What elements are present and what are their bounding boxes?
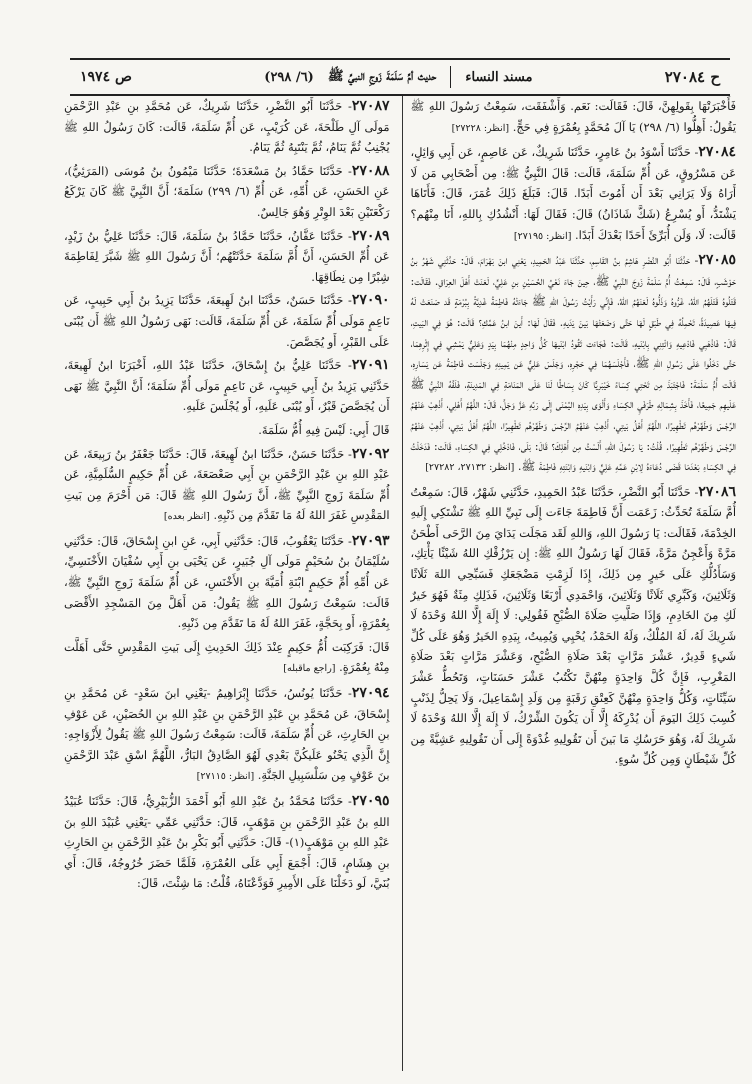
hadith-number: ٢٧٠٨٨ bbox=[351, 162, 390, 179]
hadith-number: ٢٧٠٨٦ bbox=[698, 483, 736, 500]
left-column bbox=[64, 96, 392, 1071]
cross-reference: [راجع ماقبله] bbox=[283, 663, 336, 675]
hadith-text: - حَدَّثَنَا مُحَمَّدُ بنُ عَبْدِ اللهِ أَبُو أَحْمَدَ الزُّبَيْرِيُّ، قَالَ: حَدَّثَنَا عُبَيْدُ اللهِ بنُ عَبْدِ الرَّحْمَنِ بنِ مَوْهَبٍ، قَالَ: حَدَّثَنِي عَمِّي -يَعْنِي عُبَيْدَ اللهِ بنَ عَبْدِ اللهِ بنِ مَوْهَبٍ(١)- قَالَ: حَدَّثَنِي أَبُو بَكْرِ بنُ عَبْدِ الرَّحْمَنِ بنِ الحَارِثِ بنِ هِشَامٍ، قَالَ: أَجْمَعَ أَبِي عَلَى العُمْرَةِ، فَلَمَّا حَضَرَ خُرُوجُهُ، قَالَ: أَي بُنَيَّ، لَو دَخَلْنَا عَلَى الأَمِيرِ فَوَدَّعْنَاهُ، قُلْتُ: مَا شِئْتَ، قَالَ: bbox=[64, 794, 390, 891]
hadith-entry bbox=[411, 250, 737, 479]
musnad-title: مسند النساء bbox=[465, 69, 533, 85]
hadith-entry bbox=[411, 142, 737, 247]
hadith-number: ٢٧٠٩٠ bbox=[351, 292, 390, 309]
hadith-entry bbox=[64, 290, 390, 352]
right-column bbox=[402, 96, 737, 1071]
hadith-text: فَأَخْبَرَتْهَا بِقَولِهِنَّ، قَالَ: فَقَالَت: نَعَم. وَأَشْفَقَت، سَمِعْتُ رَسُولَ اللهِ ﷺ يَقُولُ: أَهِلُّوا (٦/ ٢٩٨) يَا آلَ مُحَمَّدٍ بِعُمْرَةٍ فِي حَجٍّ. bbox=[410, 99, 736, 134]
hadith-entry bbox=[64, 96, 390, 158]
hadith-code: ح ٢٧٠٨٤ bbox=[664, 68, 720, 86]
text-columns bbox=[64, 96, 736, 1071]
hadith-entry bbox=[64, 355, 390, 417]
narrator-note bbox=[64, 420, 390, 441]
hadith-text: - حَدَّثَنَا يُونُسُ، حَدَّثَنَا إِبْرَاهِيمُ -يَعْنِي ابنَ سَعْدٍ- عَن مُحَمَّدِ بنِ إِسْحَاقَ، عَن مُحَمَّدِ بنِ عَبْدِ الرَّحْمَنِ بنِ عَبْدِ اللهِ بنِ الحُصَيْنِ، عَن عَوْفِ بنِ الحَارِثِ، عَن أُمِّ سَلَمَةَ، قَالَت: سَمِعْتُ رَسُولَ اللهِ ﷺ يَقُولُ لِأَزْوَاجِهِ: إِنَّ الَّذِي يَحْنُو عَلَيكُنَّ بَعْدِي لَهُوَ الصَّادِقُ البَارُّ، اللَّهُمَّ اسْقِ عَبْدَ الرَّحْمَنِ بنَ عَوْفٍ مِن سَلْسَبِيلِ الجَنَّةِ. bbox=[64, 686, 390, 783]
hadith-text: - حَدَّثَنَا حَمَّادُ بنُ مَسْعَدَةَ؛ حَدَّثَنَا مَيْمُونُ بنُ مُوسَى (المَرَئِيُّ)، عَنِ الحَسَنِ، عَن أُمِّهِ، عَن أُمِّ (٦/ ٢٩٩) سَلَمَةَ؛ أَنَّ النَّبِيَّ ﷺ كَانَ يَرْكَعُ رَكْعَتَيْنِ بَعْدَ الوِتْرِ وَهُوَ جَالِسٌ. bbox=[64, 163, 390, 219]
hadith-number: ٢٧٠٩٤ bbox=[351, 685, 390, 702]
hadith-number: ٢٧٠٩٥ bbox=[351, 793, 390, 809]
hadith-number: ٢٧٠٩١ bbox=[351, 357, 390, 374]
cross-reference: [انظر: ٢٧٢٢٨] bbox=[451, 122, 510, 134]
narrator-note bbox=[64, 637, 390, 680]
hadith-text: - حَدَّثَنَا عَفَّانُ، حَدَّثَنَا حَمَّادُ بنُ سَلَمَةَ، قَالَ: حَدَّثَنَا عَلِيُّ بنُ زَيْدٍ، عَن أُمِّ الحَسَنِ، أَنَّ أُمَّ سَلَمَةَ حَدَّثَتْهُم؛ أَنَّ رَسُولَ اللهِ ﷺ شَبَّرَ لِفَاطِمَةَ شِبْرًا مِن نِطَاقِهَا. bbox=[64, 228, 390, 284]
hadith-entry bbox=[64, 683, 390, 788]
header-divider bbox=[450, 66, 451, 88]
hadith-number: ٢٧٠٨٩ bbox=[351, 227, 390, 244]
cross-reference: [انظر: ٢٧١١٥] bbox=[196, 771, 255, 783]
hadith-number: ٢٧٠٨٥ bbox=[698, 252, 736, 269]
hadith-text: قَالَ أَبِي: لَيْسَ فِيهِ أُمُّ سَلَمَةَ. bbox=[258, 422, 390, 437]
cross-reference: [انظر: ٢٧١٩٥] bbox=[513, 230, 572, 242]
hadith-text: - حَدَّثَنَا أَبُو النَّضْرِ هَاشِمُ بنُ القَاسِمِ، حَدَّثَنَا عَبْدُ الحَمِيدِ، يَعْنِي ابنَ بَهْرَامَ، قَالَ: حَدَّثَنِي شَهْرُ بنُ حَوْشَبٍ، قَالَ: سَمِعْتُ أُمَّ سَلَمَةَ زَوجَ النَّبِيِّ ﷺ، حِينَ جَاءَ نَعْيُ الحُسَيْنِ بنِ عَلِيٍّ، لَعَنَتْ أَهْلَ العِرَاقِ. فَقَالَت: قَتَلُوهُ قَتَلَهُمُ اللهُ، غَرُّوهُ وَذَلُّوهُ لَعَنَهُمُ اللهُ، فَإِنِّي رَأَيْتُ رَسُولَ اللهِ ﷺ جَاءَتْهُ فَاطِمَةُ غَدِيَّةً بِبُرْمَةٍ قَد صَنَعَتْ لَهُ فِيهَا عَصِيدَةً، تَحْمِلُهُ فِي طَبَقٍ لَهَا حَتَّى وَضَعَتْهَا بَينَ يَدَيهِ. فَقَالَ لَهَا: أَينَ ابنُ عَمِّكِ؟ قَالَت: هُوَ فِي البَيتِ، قَالَ: فَاذْهَبِي فَادْعِيهِ وَائْتِنِي بِابْنَيهِ، قَالَت: فَجَاءَت تَقُودُ ابْنَيهَا كُلُّ وَاحِدٍ مِنْهُمَا بِيَدٍ وَعَلِيٌّ يَمْشِي فِي إِثْرِهِمَا، حَتَّى دَخَلُوا عَلَى رَسُولِ اللهِ ﷺ، فَأَجْلَسَهُمَا فِي حَجْرِهِ، وَجَلَسَ عَلِيٌّ عَن يَمِينِهِ وَجَلَسَت فَاطِمَةُ عَن يَسَارِهِ، قَالَت أُمُّ سَلَمَةَ: فَاجْتَبَذَ مِن تَحْتِي كِسَاءً خَيْبَرِيًّا كَانَ بِسَاطًا لَنَا عَلَى المَنَامَةِ فِي المَدِينَةِ، فَلَفَّهُ النَّبِيُّ ﷺ عَلَيهِم جَمِيعًا، فَأَخَذَ بِشِمَالِهِ طَرَفَيِ الكِسَاءِ وَأَلْوَى بِيَدِهِ اليُمْنَى إِلَى رَبِّهِ عَزَّ وَجَلَّ، قَالَ: اللَّهُمَّ أَهْلِي، أَذْهِبْ عَنْهُمُ الرِّجْسَ وَطَهِّرْهُم تَطْهِيرًا، اللَّهُمَّ أَهْلُ بَيتِي، أَذْهِبْ عَنْهُمُ الرِّجْسَ وَطَهِّرْهُم تَطْهِيرًا، اللَّهُمَّ أَهْلُ بَيتِي، أَذْهِبْ عَنْهُمُ الرِّجْسَ وَطَهِّرْهُم تَطْهِيرًا. قُلْتُ: يَا رَسُولَ اللهِ، أَلَسْتُ مِن أَهْلِكَ؟ قَالَ: بَلَى، فَادْخُلِي فِي الكِسَاءِ، قَالَت: فَدَخَلْتُ فِي الكِسَاءِ بَعْدَمَا قَضَى دُعَاءَهُ لِابْنِ عَمِّهِ عَلِيٍّ وَابْنَيهِ وَابْنَتِهِ فَاطِمَةَ ﷺ. bbox=[410, 253, 736, 474]
hadith-text: - حَدَّثَنَا حَسَنٌ، حَدَّثَنَا ابنُ لَهِيعَةَ، حَدَّثَنَا يَزِيدُ بنُ أَبِي حَبِيبٍ، عَن نَاعِمٍ مَولَى أُمِّ سَلَمَةَ، عَن أُمِّ سَلَمَةَ، قَالَت: نَهَى رَسُولُ اللهِ ﷺ أَن يُبْنَى عَلَى القَبْرِ، أَو يُجَصَّصَ. bbox=[64, 293, 390, 349]
hadith-text: - حَدَّثَنَا أَسْوَدُ بنُ عَامِرٍ، حَدَّثَنَا شَرِيكٌ، عَن عَاصِمٍ، عَن أَبِي وَائِلٍ، عَن مَسْرُوقٍ، عَن أُمِّ سَلَمَةَ، قَالَت: قَالَ النَّبِيُّ ﷺ: مِن أَصْحَابِي مَن لَا أَرَاهُ وَلَا يَرَانِي بَعْدَ أَن أَمُوتَ أَبَدًا. قَالَ: فَبَلَغَ ذَلِكَ عُمَرَ، قَالَ: فَأَتَاهَا يَشْتَدُّ، أَو يُسْرِعُ (شَكَّ شَاذَانُ) قَالَ: فَقَالَ لَهَا: أَنْشُدُكِ بِاللهِ، أَنَا مِنْهُم؟ قَالَت: لَا، وَلَن أُبَرِّئَ أَحَدًا بَعْدَكَ أَبَدًا. bbox=[410, 145, 736, 242]
page-header bbox=[70, 58, 730, 96]
cross-reference: [انظر بعده] bbox=[163, 511, 210, 523]
hadith-entry bbox=[64, 791, 390, 894]
hadith-entry bbox=[64, 226, 390, 288]
hadith-text: - حَدَّثَنَا عَلِيُّ بنُ إِسْحَاقَ، حَدَّثَنَا عَبْدُ اللهِ، أَخْبَرَنَا ابنُ لَهِيعَةَ، حَدَّثَنِي يَزِيدُ بنُ أَبِي حَبِيبٍ، عَن نَاعِمٍ مَولَى أُمِّ سَلَمَةَ؛ أَنَّ النَّبِيَّ ﷺ نَهَى أَن يُجَصَّصَ قَبْرٌ، أَو يُبْنَى عَلَيهِ، أَو يُجْلَسَ عَلَيهِ. bbox=[64, 358, 390, 414]
header-titles bbox=[264, 66, 532, 88]
hadith-text: - حَدَّثَنَا يَعْقُوبُ، قَالَ: حَدَّثَنِي أَبِي، عَنِ ابنِ إِسْحَاقَ، قَالَ: حَدَّثَنِي سُلَيْمَانُ بنُ سُحَيْمٍ مَولَى آلِ جُبَيرٍ، عَن يَحْيَى بنِ أَبِي سُفْيَانَ الأَخْنَسِيِّ، عَن أُمِّهِ أُمِّ حَكِيمٍ ابْنَةِ أُمَيَّةَ بنِ الأَخْنَسِ، عَن أُمِّ سَلَمَةَ زَوجِ النَّبِيِّ ﷺ، قَالَت: سَمِعْتُ رَسُولَ اللهِ ﷺ يَقُولُ: مَن أَهَلَّ مِنَ المَسْجِدِ الأَقْصَى بِعُمْرَةٍ، أَو بِحَجَّةٍ، غَفَرَ اللهُ لَهُ مَا تَقَدَّمَ مِن ذَنْبِهِ. bbox=[64, 533, 390, 631]
hadith-text: قَالَ: فَرَكِبَت أُمُّ حَكِيمٍ عِنْدَ ذَلِكَ الحَدِيثِ إِلَى بَيتِ المَقْدِسِ حَتَّى أَهَلَّت مِنْهُ بِعُمْرَةٍ. bbox=[64, 639, 390, 675]
hadith-number: ٢٧٠٩٣ bbox=[351, 532, 390, 549]
hadith-entry bbox=[411, 482, 737, 770]
volume-ref: (٦/ ٢٩٨) bbox=[264, 69, 314, 85]
hadith-number: ٢٧٠٨٤ bbox=[698, 144, 736, 161]
hadith-number: ٢٧٠٩٢ bbox=[351, 445, 390, 462]
hadith-text: - حَدَّثَنَا حَسَنٌ، حَدَّثَنَا ابنُ لَهِيعَةَ، قَالَ: حَدَّثَنَا جَعْفَرُ بنُ رَبِيعَةَ، عَن عَبْدِ اللهِ بنِ عَبْدِ الرَّحْمَنِ بنِ أَبِي صَعْصَعَةَ، عَن أُمِّ حَكِيمٍ السُّلَمِيَّةِ، عَن أُمِّ سَلَمَةَ زَوجِ النَّبِيِّ ﷺ، أَنَّ رَسُولَ اللهِ ﷺ قَالَ: مَن أَحْرَمَ مِن بَيتِ المَقْدِسِ غَفَرَ اللهُ لَهُ مَا تَقَدَّمَ مِن ذَنْبِهِ. bbox=[64, 446, 390, 523]
hadith-text: - حَدَّثَنَا أَبُو النَّضْرِ، حَدَّثَنَا عَبْدُ الحَمِيدِ، حَدَّثَنِي شَهْرٌ، قَالَ: سَمِعْتُ أُمَّ سَلَمَةَ تُحَدِّثُ: زَعَمَت أَنَّ فَاطِمَةَ جَاءَت إِلَى نَبِيِّ اللهِ ﷺ تَشْتَكِي إِلَيهِ الخِدْمَةَ، فَقَالَت: يَا رَسُولَ اللهِ، وَاللهِ لَقَد مَجَلَت يَدَايَ مِنَ الرَّحَى أَطْحَنُ مَرَّةً وَأَعْجِنُ مَرَّةً، فَقَالَ لَهَا رَسُولُ اللهِ ﷺ: إِن يَرْزُقْكِ اللهُ شَيْئًا يَأْتِكِ، وَسَأَدُلُّكِ عَلَى خَيرٍ مِن ذَلِكَ، إِذَا لَزِمْتِ مَضْجَعَكِ فَسَبِّحِي اللهَ ثَلَاثًا وَثَلَاثِينَ، وَكَبِّرِي ثَلَاثًا وَثَلَاثِينَ، وَاحْمَدِي أَرْبَعًا وَثَلَاثِينَ، فَذَلِكِ مِئَةٌ فَهُوَ خَيرٌ لَكِ مِنَ الخَادِمِ، وَإِذَا صَلَّيتِ صَلَاةَ الصُّبْحِ فَقُولِي: لَا إِلَهَ إِلَّا اللهُ وَحْدَهُ لَا شَرِيكَ لَهُ، لَهُ المُلْكُ، وَلَهُ الحَمْدُ، يُحْيِي وَيُمِيتُ، بِيَدِهِ الخَيرُ وَهُوَ عَلَى كُلِّ شَيءٍ قَدِيرٌ، عَشْرَ مَرَّاتٍ بَعْدَ صَلَاةِ الصُّبْحِ، وَعَشْرَ مَرَّاتٍ بَعْدَ صَلَاةِ المَغْرِبِ، فَإِنَّ كُلَّ وَاحِدَةٍ مِنْهُنَّ تَكْتُبُ عَشْرَ حَسَنَاتٍ، وَتَحُطُّ عَشْرَ سَيِّئَاتٍ، وَكُلُّ وَاحِدَةٍ مِنْهُنَّ كَعِتْقِ رَقَبَةٍ مِن وَلَدِ إِسْمَاعِيلَ، وَلَا يَحِلُّ لِذَنْبٍ كُسِبَ ذَلِكَ اليَومَ أَن يُدْرِكَهُ إِلَّا أَن يَكُونَ الشِّرْكُ، لَا إِلَهَ إِلَّا اللهُ وَحْدَهُ لَا شَرِيكَ لَهُ، وَهُوَ حَرَسُكِ مَا بَينَ أَن تَقُولِيهِ غُدْوَةً إِلَى أَن تَقُولِيهِ عَشِيَّةً مِن كُلِّ شَيْطَانٍ وَمِن كُلِّ سُوءٍ. bbox=[410, 484, 736, 767]
chapter-title: حديث أمِّ سَلَمَةَ زَوجِ النبيِّ ﷺ bbox=[327, 68, 437, 84]
hadith-number: ٢٧٠٨٧ bbox=[351, 98, 390, 114]
hadith-entry bbox=[64, 444, 390, 528]
hadith-entry bbox=[411, 96, 737, 139]
hadith-entry bbox=[64, 531, 390, 634]
hadith-text: - حَدَّثَنَا أَبُو النَّضْرِ، حَدَّثَنَا شَرِيكٌ، عَن مُحَمَّدِ بنِ عَبْدِ الرَّحْمَنِ مَولَى آلِ طَلْحَةَ، عَن كُرَيْبٍ، عَن أُمِّ سَلَمَةَ، قَالَت: كَانَ رَسُولُ اللهِ ﷺ يُجْنِبُ ثُمَّ يَنَامُ، ثُمَّ يَنْتَبِهُ ثُمَّ يَنَامُ. bbox=[64, 99, 390, 155]
page-number: ص ١٩٧٤ bbox=[80, 69, 132, 85]
cross-reference: [انظر: ٢٧١٣٢، ٢٧٢٨٢] bbox=[425, 462, 515, 474]
hadith-entry bbox=[64, 161, 390, 223]
